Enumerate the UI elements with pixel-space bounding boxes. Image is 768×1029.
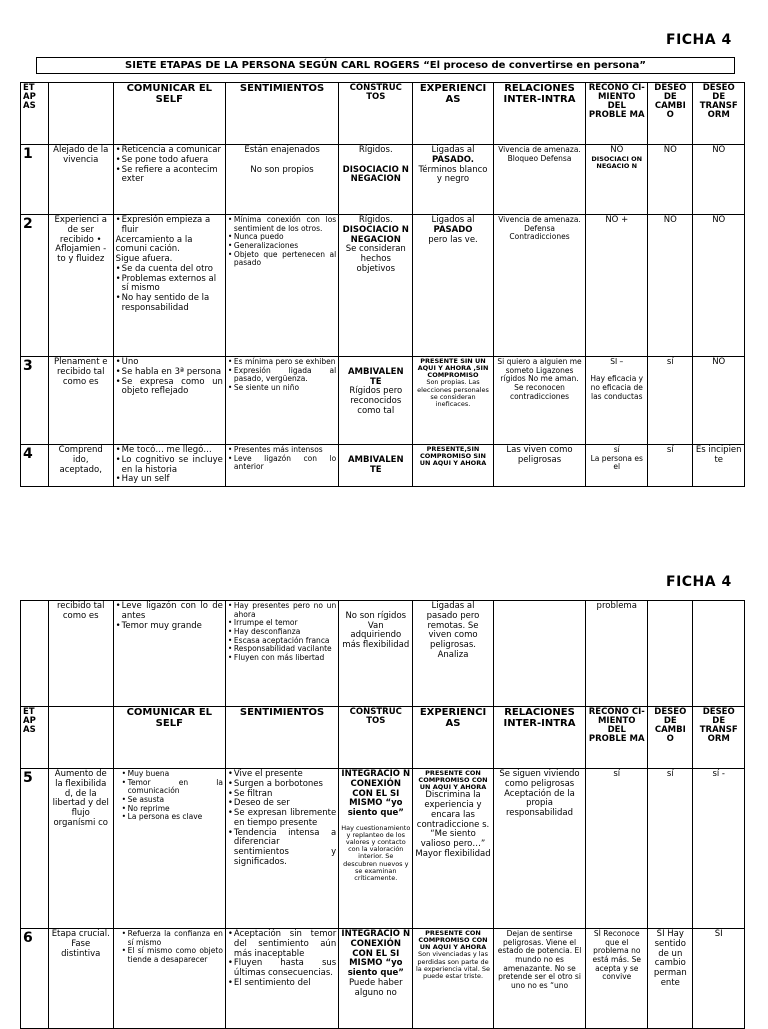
table-row [21, 601, 745, 707]
sentimientos-cell: • Presentes más intensos • Leve ligazón con lo anterior [225, 445, 338, 487]
table-row [21, 357, 745, 445]
deseo-transf-cell: NO [693, 215, 745, 357]
ficha-label: FICHA 4 [666, 574, 732, 590]
header-comunicar: COMUNICAR EL SELF [113, 83, 225, 145]
experiencias-cell: Ligadas al PASADO. Términos blanco y negro [413, 145, 493, 215]
deseo-transf-cell: sí - [693, 769, 745, 929]
experiencias-cell: Ligados al PASADO pero las ve. [413, 215, 493, 357]
relaciones-cell: Las viven como peligrosas [493, 445, 586, 487]
constructos-cell: Rígidos. DISOCIACIO N NEGACION Se consideran hechos objetivos [339, 215, 413, 357]
experiencias-cell: Ligadas al pasado pero remotas. Se viven como peligrosas. Analiza [413, 601, 493, 707]
header-deseo-transf: DESEO DE TRANSF ORM [693, 83, 745, 145]
table-row [21, 215, 745, 357]
stage-number: 3 [21, 357, 49, 445]
header-experiencias: EXPERIENCI AS [413, 707, 493, 769]
sentimientos-cell: • Mínima conexión con los sentimient de los otros. • Nunca puedo • Generalizaciones • Objeto que pertenecen al pasado [225, 215, 338, 357]
table-row [21, 769, 745, 929]
relaciones-cell: Se siguen viviendo como peligrosas Aceptación de la propia responsabilidad [493, 769, 586, 929]
header-deseo-transf: DESEO DE TRANSF ORM [693, 707, 745, 769]
constructos-cell: No son rígidos Van adquiriendo más flexibilidad [339, 601, 413, 707]
relaciones-cell [493, 601, 586, 707]
header-reconocimiento: RECONO CI- MIENTO DEL PROBLE MA [586, 707, 648, 769]
header-sentimientos: SENTIMIENTOS [225, 83, 338, 145]
table-row [21, 445, 745, 487]
table-row [21, 929, 745, 1029]
deseo-cambio-cell: sí [648, 445, 693, 487]
stage-number: 6 [21, 929, 49, 1029]
document-title: SIETE ETAPAS DE LA PERSONA SEGÚN CARL ROGERS “El proceso de convertirse en persona” [36, 57, 735, 74]
header-relaciones: RELACIONES INTER-INTRA [493, 83, 586, 145]
sentimientos-cell: • Vive el presente • Surgen a borbotones • Se filtran • Deseo de ser • Se expresan libremente en tiempo presente • Tendencia intensa a diferenciar sentimientos y significados. [225, 769, 338, 929]
stage-number: 5 [21, 769, 49, 929]
deseo-cambio-cell: sí [648, 357, 693, 445]
stage-name: Etapa crucial. Fase distintiva [48, 929, 113, 1029]
relaciones-cell: Si quiero a alguien me someto Ligazones rígidos No me aman. Se reconocen contradicciones [493, 357, 586, 445]
header-etapas: ET AP AS [21, 707, 49, 769]
relaciones-cell: Vivencia de amenaza. Defensa Contradicciones [493, 215, 586, 357]
experiencias-cell: PRESENTE CON COMPROMISO CON UN AQUI Y AHORA Discrimina la experiencia y encara las contradiccione s. “Me siento valioso pero…” Mayor flexibilidad [413, 769, 493, 929]
header-reconocimiento: RECONO CI- MIENTO DEL PROBLE MA [586, 83, 648, 145]
header-comunicar: COMUNICAR EL SELF [113, 707, 225, 769]
header-constructos: CONSTRUC TOS [339, 83, 413, 145]
stage-name: Comprend ido, aceptado, [48, 445, 113, 487]
comunicar-cell: • Reticencia a comunicar • Se pone todo afuera • Se refiere a acontecim exter [113, 145, 225, 215]
sentimientos-cell: • Hay presentes pero no un ahora • Irrumpe el temor • Hay desconfianza • Escasa aceptación franca • Responsabilidad vacilante • Fluyen con más libertad [225, 601, 338, 707]
stage-name: recibido tal como es [48, 601, 113, 707]
deseo-transf-cell: NO [693, 145, 745, 215]
deseo-transf-cell: SÍ [693, 929, 745, 1029]
reconocimiento-cell: SÍ Reconoce que el problema no está más. Se acepta y se convive [586, 929, 648, 1029]
deseo-cambio-cell: sí [648, 769, 693, 929]
comunicar-cell: • Me tocó… me llegó… • Lo cognitivo se incluye en la historia • Hay un self [113, 445, 225, 487]
deseo-cambio-cell: NO [648, 145, 693, 215]
stages-table-page2 [20, 600, 745, 1029]
header-deseo-cambio: DESEO DE CAMBI O [648, 707, 693, 769]
sentimientos-cell: Están enajenados No son propios [225, 145, 338, 215]
header-relaciones: RELACIONES INTER-INTRA [493, 707, 586, 769]
experiencias-cell: PRESENTE SIN UN AQUI Y AHORA ,SIN COMPROMISO Son propias. Las elecciones personales se consideran ineficaces. [413, 357, 493, 445]
comunicar-cell: • Expresión empieza a fluir Acercamiento a la comuni cación. Sigue afuera. • Se da cuenta del otro • Problemas externos al sí mismo • No hay sentido de la responsabilidad [113, 215, 225, 357]
experiencias-cell: PRESENTE,SIN COMPROMISO SIN UN AQUI Y AHORA [413, 445, 493, 487]
table-row [21, 145, 745, 215]
reconocimiento-cell: problema [586, 601, 648, 707]
header-constructos: CONSTRUC TOS [339, 707, 413, 769]
reconocimiento-cell: sí La persona es el [586, 445, 648, 487]
constructos-cell: AMBIVALEN TE Rígidos pero reconocidos como tal [339, 357, 413, 445]
ficha-label: FICHA 4 [666, 32, 732, 48]
constructos-cell: AMBIVALEN TE [339, 445, 413, 487]
sentimientos-cell: • Aceptación sin temor del sentimiento aún más inaceptable • Fluyen hasta sus últimas consecuencias. • El sentimiento del [225, 929, 338, 1029]
deseo-transf-cell: NO [693, 357, 745, 445]
stage-number: 2 [21, 215, 49, 357]
stage-name: Alejado de la vivencia [48, 145, 113, 215]
deseo-cambio-cell: SÍ Hay sentido de un cambio perman ente [648, 929, 693, 1029]
relaciones-cell: Vivencia de amenaza. Bloqueo Defensa [493, 145, 586, 215]
deseo-cambio-cell: NO [648, 215, 693, 357]
comunicar-cell: • Leve ligazón con lo de antes • Temor muy grande [113, 601, 225, 707]
stage-number: 4 [21, 445, 49, 487]
header-deseo-cambio: DESEO DE CAMBI O [648, 83, 693, 145]
reconocimiento-cell: NO DISOCIACI ON NEGACIO N [586, 145, 648, 215]
header-sentimientos: SENTIMIENTOS [225, 707, 338, 769]
comunicar-cell: • Refuerza la confianza en sí mismo • El sí mismo como objeto tiende a desaparecer [113, 929, 225, 1029]
stages-table-page1 [20, 82, 745, 487]
relaciones-cell: Dejan de sentirse peligrosas. Viene el estado de potencia. El mundo no es amenazante. No se pretende ser el otro si uno no es “uno [493, 929, 586, 1029]
stage-name: Experienci a de ser recibido • Aflojamien - to y fluidez [48, 215, 113, 357]
stage-name: Plenament e recibido tal como es [48, 357, 113, 445]
reconocimiento-cell: SI – Hay eficacia y no eficacia de las conductas [586, 357, 648, 445]
stage-name: Aumento de la flexibilida d, de la libertad y del flujo organísmi co [48, 769, 113, 929]
comunicar-cell: • Uno • Se habla en 3ª persona • Se expresa como un objeto reflejado [113, 357, 225, 445]
header-experiencias: EXPERIENCI AS [413, 83, 493, 145]
deseo-transf-cell: Es incipien te [693, 445, 745, 487]
constructos-cell: INTEGRACIÓ N CONEXIÓN CON EL SI MISMO “yo siento que” Puede haber alguno no [339, 929, 413, 1029]
reconocimiento-cell: NO + [586, 215, 648, 357]
sentimientos-cell: • Es mínima pero se exhiben • Expresión ligada al pasado, vergüenza. • Se siente un niño [225, 357, 338, 445]
constructos-cell: INTEGRACIO N CONEXIÓN CON EL SI MISMO “yo siento que” Hay cuestionamiento y replanteo de los valores y contacto con la valoración interior. Se descubren nuevos y se examinan críticamente. [339, 769, 413, 929]
constructos-cell: Rígidos. DISOCIACIO N NEGACION [339, 145, 413, 215]
experiencias-cell: PRESENTE CON COMPROMISO CON UN AQUI Y AHORA Son vivenciadas y las perdidas son parte de la experiencia vital. Se puede estar triste. [413, 929, 493, 1029]
header-etapas: ET AP AS [21, 83, 49, 145]
stage-number: 1 [21, 145, 49, 215]
reconocimiento-cell: sí [586, 769, 648, 929]
comunicar-cell: • Muy buena • Temor en la comunicación • Se asusta • No reprime • La persona es clave [113, 769, 225, 929]
